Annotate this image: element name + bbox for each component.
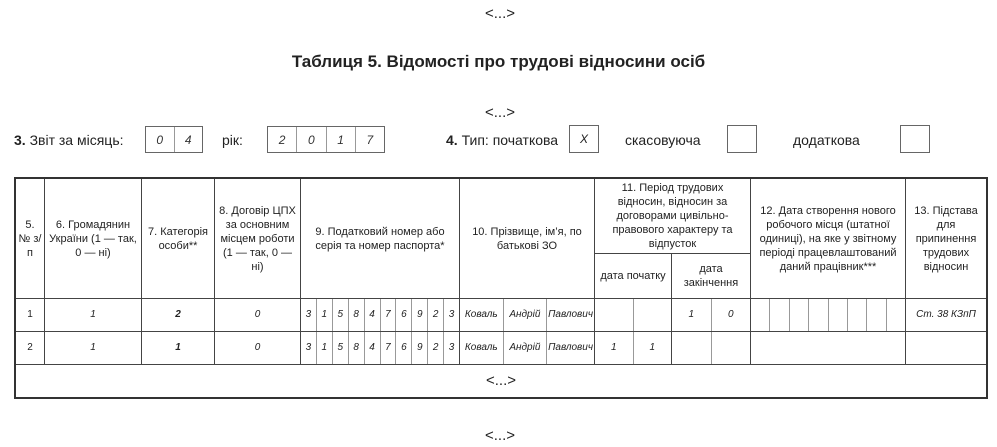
surname: Коваль	[460, 332, 504, 364]
row2-citizen: 1	[45, 332, 142, 365]
relations-table	[14, 177, 988, 399]
date-digit	[712, 332, 751, 364]
row1-citizen: 1	[45, 299, 142, 332]
type-additional-checkbox[interactable]	[900, 125, 930, 153]
header-c8: 8. Договір ЦПХ за основним місцем роботи (1 — так, 0 — ні)	[215, 179, 301, 299]
tax-digit: 1	[317, 299, 333, 331]
month-digit: 0	[146, 127, 175, 152]
row1-full-name	[460, 299, 595, 332]
tax-digit: 8	[349, 332, 365, 364]
header-c10: 10. Прізвище, ім’я, по батькові ЗО	[460, 179, 595, 299]
tax-digit: 5	[333, 299, 349, 331]
ellipsis-top: <...>	[484, 5, 516, 22]
header-c6: 6. Громадянин України (1 — так, 0 — ні)	[45, 179, 142, 299]
month-box	[145, 126, 203, 153]
date-digit: 1	[649, 342, 656, 353]
tax-digit: 4	[365, 332, 381, 364]
date-digit: 1	[672, 299, 712, 331]
tax-digit: 3	[301, 299, 317, 331]
row1-basis: Ст. 38 КЗпП	[906, 299, 986, 332]
date-digit: 1	[595, 332, 634, 364]
tax-digit: 9	[412, 332, 428, 364]
row2-number: 2	[16, 332, 45, 365]
tax-digit: 6	[396, 332, 412, 364]
patronymic: Павлович	[548, 342, 593, 353]
tax-digit: 3	[448, 309, 455, 320]
first-name: Андрій	[504, 332, 548, 364]
year-digit: 7	[366, 132, 374, 147]
report-label: 3. Звіт за місяць:	[14, 132, 124, 148]
row2-category: 1	[142, 332, 215, 365]
row1-gpc: 0	[215, 299, 301, 332]
table-ellipsis-row: <...>	[485, 372, 517, 389]
ellipsis-bottom: <...>	[484, 427, 516, 444]
header-c5: 5. № з/п	[16, 179, 45, 299]
patronymic: Павлович	[548, 309, 593, 320]
type-initial-checkbox[interactable]: X	[569, 125, 599, 153]
tax-digit: 7	[381, 332, 397, 364]
row2-new-workplace-date	[751, 332, 906, 365]
year-digit: 1	[327, 127, 356, 152]
row2-full-name	[460, 332, 595, 365]
type-cancel-checkbox[interactable]	[727, 125, 757, 153]
header-c11: 11. Період трудових відносин, відносин за договорами цивільно-правового характеру та відпусток	[595, 179, 751, 254]
first-name: Андрій	[504, 299, 548, 331]
date-digit: 0	[727, 309, 734, 320]
row1-new-workplace-date	[751, 299, 906, 332]
tax-digit: 3	[448, 342, 455, 353]
type-cancel-label: скасовуюча	[625, 132, 701, 148]
row2-gpc: 0	[215, 332, 301, 365]
date-digit	[672, 332, 712, 364]
row1-category: 2	[142, 299, 215, 332]
date-digit	[595, 299, 634, 331]
page-title: Таблиця 5. Відомості про трудові відносини осіб	[291, 52, 706, 71]
tax-digit: 2	[428, 332, 444, 364]
tax-digit: 1	[317, 332, 333, 364]
header-c12: 12. Дата створення нового робочого місця (штатної одиниці), на яке у звітному періоді працевлаштований даний працівник***	[751, 179, 906, 299]
year-box	[267, 126, 385, 153]
row2-basis	[906, 332, 986, 365]
row2-end-date	[672, 332, 751, 365]
row2-start-date	[595, 332, 672, 365]
tax-digit: 6	[396, 299, 412, 331]
row2-tax-number	[301, 332, 460, 365]
header-c11-start: дата початку	[595, 254, 672, 299]
tax-digit: 7	[381, 299, 397, 331]
header-c7: 7. Категорія особи**	[142, 179, 215, 299]
row1-tax-number	[301, 299, 460, 332]
year-digit: 2	[268, 127, 297, 152]
tax-digit: 4	[365, 299, 381, 331]
surname: Коваль	[460, 299, 504, 331]
row1-end-date	[672, 299, 751, 332]
row1-start-date	[595, 299, 672, 332]
month-digit: 4	[184, 132, 192, 147]
tax-digit: 9	[412, 299, 428, 331]
header-c9: 9. Податковий номер або серія та номер паспорта*	[301, 179, 460, 299]
header-c13: 13. Підстава для припинення трудових відносин	[906, 179, 986, 299]
tax-digit: 2	[428, 299, 444, 331]
tax-digit: 3	[301, 332, 317, 364]
tax-digit: 8	[349, 299, 365, 331]
date-digit	[634, 299, 672, 331]
year-label: рік:	[222, 132, 243, 148]
year-digit: 0	[297, 127, 326, 152]
ellipsis-mid: <...>	[484, 104, 516, 121]
tax-digit: 5	[333, 332, 349, 364]
type-label: 4. Тип: початкова	[446, 132, 559, 148]
type-additional-label: додаткова	[793, 132, 860, 148]
row1-number: 1	[16, 299, 45, 332]
header-c11-end: дата закінчення	[672, 254, 751, 299]
